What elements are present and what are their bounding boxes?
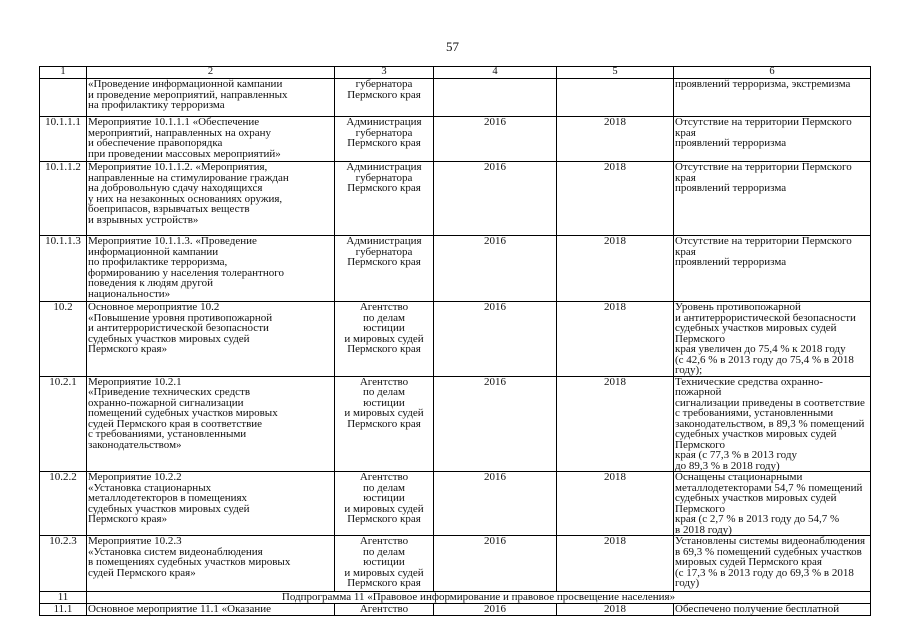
expected-result: Уровень противопожарной и антитеррористической безопасности судебных участков мировых судей Пермского края увеличен до 75,4 % к 2018 году (с 42,6 % в 2013 году до 75,4 % в 2018 году);: [674, 302, 871, 377]
column-header: 6: [674, 67, 871, 79]
responsible-executor: Администрация губернатора Пермского края: [335, 236, 434, 302]
activity-name: Мероприятие 10.2.3 «Установка систем видеонаблюдения в помещениях судебных участков мировых судей Пермского края»: [87, 536, 335, 592]
responsible-executor: Агентство по делам юстиции и мировых судей Пермского края: [335, 536, 434, 592]
end-year: 2018: [557, 472, 674, 536]
activity-number: 10.2.1: [40, 376, 87, 472]
expected-result: Отсутствие на территории Пермского края проявлений терроризма: [674, 236, 871, 302]
start-year: 2016: [434, 376, 557, 472]
activity-name: Основное мероприятие 11.1 «Оказание: [87, 604, 335, 616]
start-year: 2016: [434, 162, 557, 236]
activity-name: Мероприятие 10.1.1.3. «Проведение информационной кампании по профилактике терроризма, формированию у населения толерантного поведения к людям другой национальности»: [87, 236, 335, 302]
table-row: [40, 117, 871, 162]
start-year: 2016: [434, 536, 557, 592]
program-activities-table: [39, 66, 871, 616]
activity-number: 10.2.3: [40, 536, 87, 592]
activity-name: Основное мероприятие 10.2 «Повышение уровня противопожарной и антитеррористической безопасности судебных участков мировых судей Пермского края»: [87, 302, 335, 377]
activity-name: Мероприятие 10.2.1 «Приведение технических средств охранно-пожарной сигнализации помещений судебных участков мировых судей Пермского края в соответствие с требованиями, установленными законодательством»: [87, 376, 335, 472]
start-year: 2016: [434, 472, 557, 536]
expected-result: Оснащены стационарными металлодетекторами 54,7 % помещений судебных участков мировых судей Пермского края (с 2,7 % в 2013 году до 54,7 % в 2018 году): [674, 472, 871, 536]
start-year: [434, 79, 557, 117]
activity-number: 10.1.1.1: [40, 117, 87, 162]
activity-number: 10.1.1.2: [40, 162, 87, 236]
table-row: [40, 236, 871, 302]
column-number-row: [40, 67, 871, 79]
activity-number: 10.2.2: [40, 472, 87, 536]
page-number: 57: [446, 39, 459, 54]
expected-result: Установлены системы видеонаблюдения в 69,3 % помещений судебных участков мировых судей Пермского края (с 17,3 % в 2013 году до 69,3 % в 2018 году): [674, 536, 871, 592]
subprogram-row: [40, 592, 871, 604]
responsible-executor: Агентство по делам юстиции и мировых судей Пермского края: [335, 376, 434, 472]
table-row: [40, 79, 871, 117]
column-header: 2: [87, 67, 335, 79]
subprogram-title: Подпрограмма 11 «Правовое информирование и правовое просвещение населения»: [87, 592, 871, 604]
end-year: 2018: [557, 236, 674, 302]
end-year: 2018: [557, 536, 674, 592]
end-year: 2018: [557, 376, 674, 472]
column-header: 4: [434, 67, 557, 79]
expected-result: Отсутствие на территории Пермского края проявлений терроризма: [674, 162, 871, 236]
column-header: 5: [557, 67, 674, 79]
activity-number: [40, 79, 87, 117]
responsible-executor: Агентство по делам юстиции и мировых судей Пермского края: [335, 472, 434, 536]
expected-result: Обеспечено получение бесплатной: [674, 604, 871, 616]
end-year: [557, 79, 674, 117]
activity-name: Мероприятие 10.1.1.2. «Мероприятия, направленные на стимулирование граждан на добровольную сдачу находящихся у них на незаконных основаниях оружия, боеприпасов, взрывчатых веществ и взрывных устройств»: [87, 162, 335, 236]
activity-name: «Проведение информационной кампании и проведение мероприятий, направленных на профилактику терроризма: [87, 79, 335, 117]
responsible-executor: Администрация губернатора Пермского края: [335, 117, 434, 162]
end-year: 2018: [557, 604, 674, 616]
table-row: [40, 536, 871, 592]
activity-name: Мероприятие 10.2.2 «Установка стационарных металлодетекторов в помещениях судебных участков мировых судей Пермского края»: [87, 472, 335, 536]
start-year: 2016: [434, 302, 557, 377]
table-row: [40, 302, 871, 377]
activity-name: Мероприятие 10.1.1.1 «Обеспечение мероприятий, направленных на охрану и обеспечение правопорядка при проведении массовых мероприятий»: [87, 117, 335, 162]
expected-result: Отсутствие на территории Пермского края проявлений терроризма: [674, 117, 871, 162]
subprogram-number: 11: [40, 592, 87, 604]
responsible-executor: Агентство: [335, 604, 434, 616]
table-row: [40, 162, 871, 236]
table-row: [40, 472, 871, 536]
table-row: [40, 376, 871, 472]
end-year: 2018: [557, 162, 674, 236]
expected-result: проявлений терроризма, экстремизма: [674, 79, 871, 117]
activity-number: 10.1.1.3: [40, 236, 87, 302]
start-year: 2016: [434, 236, 557, 302]
responsible-executor: Администрация губернатора Пермского края: [335, 162, 434, 236]
responsible-executor: Агентство по делам юстиции и мировых судей Пермского края: [335, 302, 434, 377]
column-header: 1: [40, 67, 87, 79]
start-year: 2016: [434, 117, 557, 162]
table-row: [40, 604, 871, 616]
start-year: 2016: [434, 604, 557, 616]
responsible-executor: губернатора Пермского края: [335, 79, 434, 117]
expected-result: Технические средства охранно-пожарной сигнализации приведены в соответствие с требованиями, установленными законодательством, в 89,3 % помещений судебных участков мировых судей Пермского края (с 77,3 % в 2013 году до 89,3 % в 2018 году): [674, 376, 871, 472]
end-year: 2018: [557, 302, 674, 377]
activity-number: 11.1: [40, 604, 87, 616]
end-year: 2018: [557, 117, 674, 162]
activity-number: 10.2: [40, 302, 87, 377]
column-header: 3: [335, 67, 434, 79]
